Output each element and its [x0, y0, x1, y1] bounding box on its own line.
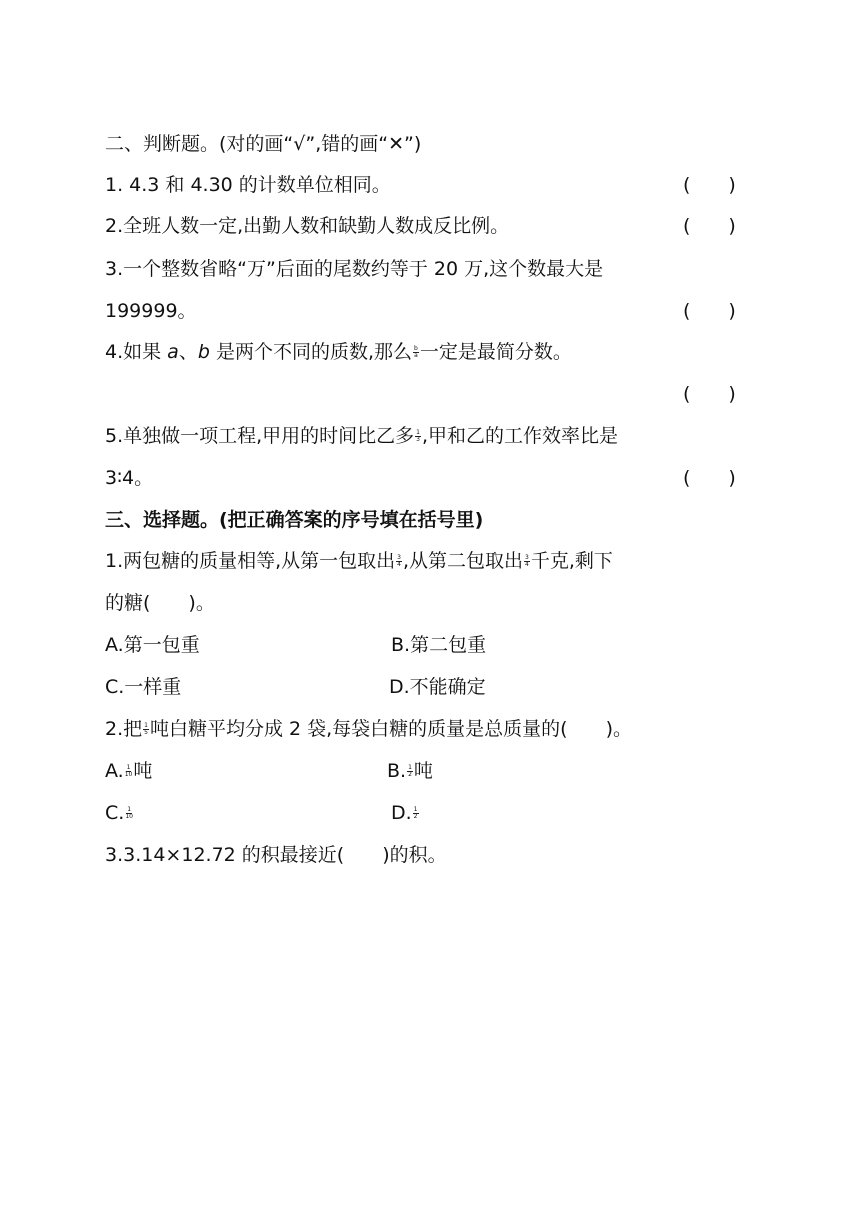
option-label: D. — [391, 802, 412, 824]
frac-num: b — [414, 345, 418, 352]
s3-q2-option-a[interactable] — [105, 758, 152, 784]
s3-q1-pre: 1.两包糖的质量相等,从第一包取出 — [105, 550, 396, 572]
fraction-one-fifth — [143, 723, 149, 736]
frac-den: a — [414, 352, 418, 359]
s2-question-5-line1 — [105, 423, 618, 449]
s2-q5-answer-parens[interactable]: ( ) — [683, 467, 736, 489]
frac-den: 10 — [124, 771, 133, 778]
s2-q4-sep: 、 — [178, 341, 198, 363]
s3-q1-post: 千克,剩下 — [530, 550, 613, 572]
s3-question-1-line1 — [105, 548, 613, 574]
frac-num: 1 — [127, 806, 132, 813]
frac-num: 1 — [126, 764, 131, 771]
option-label: A. — [105, 760, 124, 782]
fraction-one-tenth — [125, 807, 133, 820]
fraction-one-half — [413, 807, 419, 820]
frac-num: 3 — [397, 554, 401, 561]
s2-q3-answer-parens[interactable]: ( ) — [683, 300, 736, 322]
s3-question-3: 3.3.14×12.72 的积最接近( )的积。 — [105, 844, 447, 866]
s2-q4-answer-parens[interactable]: ( ) — [683, 383, 736, 405]
s3-q2-option-b[interactable] — [387, 758, 433, 784]
option-label: C. — [105, 802, 125, 824]
frac-den: 5 — [144, 729, 148, 736]
frac-den: 2 — [408, 771, 412, 778]
s2-q4-mid: 是两个不同的质数,那么 — [209, 341, 412, 363]
s3-q2-option-d[interactable] — [391, 800, 420, 826]
s3-q1-option-d[interactable]: D.不能确定 — [389, 676, 486, 698]
s2-q4-post: 一定是最简分数。 — [419, 341, 572, 363]
frac-den: 4 — [525, 561, 529, 568]
s3-q1-option-a[interactable]: A.第一包重 — [105, 634, 200, 656]
fraction-three-quarters-kg — [524, 555, 530, 568]
s2-q5-pre: 5.单独做一项工程,甲用的时间比乙多 — [105, 425, 415, 447]
s2-question-5-line2: 3∶4。 — [105, 467, 154, 489]
s2-question-2: 2.全班人数一定,出勤人数和缺勤人数成反比例。 — [105, 215, 510, 237]
s3-q2-post: 吨白糖平均分成 2 袋,每袋白糖的质量是总质量的( )。 — [149, 718, 633, 740]
option-label: B. — [387, 760, 407, 782]
s3-q1-option-b[interactable]: B.第二包重 — [391, 634, 487, 656]
s2-q4-pre: 4.如果 — [105, 341, 168, 363]
fraction-one-tenth — [125, 765, 133, 778]
s3-q2-option-c[interactable] — [105, 800, 134, 826]
var-b: b — [197, 341, 210, 363]
fraction-three-quarters — [396, 555, 402, 568]
s3-question-2 — [105, 716, 632, 742]
fraction-b-over-a — [413, 346, 419, 359]
frac-num: 1 — [408, 764, 412, 771]
frac-den: 2 — [413, 813, 418, 820]
s3-q1-mid: ,从第二包取出 — [403, 550, 524, 572]
var-a: a — [167, 341, 179, 363]
fraction-one-third — [415, 430, 421, 443]
frac-num: 1 — [416, 429, 420, 436]
frac-num: 1 — [413, 806, 418, 813]
frac-num: 1 — [144, 722, 148, 729]
s2-question-1: 1. 4.3 和 4.30 的计数单位相同。 — [105, 174, 391, 196]
frac-den: 10 — [125, 813, 133, 820]
section2-title: 二、判断题。(对的画“√”,错的画“✕”) — [105, 133, 422, 155]
frac-den: 3 — [416, 436, 420, 443]
s2-question-3-line1: 3.一个整数省略“万”后面的尾数约等于 20 万,这个数最大是 — [105, 258, 604, 280]
option-unit: 吨 — [133, 760, 153, 782]
fraction-one-half — [407, 765, 413, 778]
s3-q2-pre: 2.把 — [105, 718, 143, 740]
s2-question-4 — [105, 339, 572, 365]
option-unit: 吨 — [413, 760, 433, 782]
s2-q2-answer-parens[interactable]: ( ) — [683, 215, 736, 237]
s2-question-3-line2: 199999。 — [105, 300, 197, 322]
frac-den: 4 — [397, 561, 401, 568]
s2-q1-answer-parens[interactable]: ( ) — [683, 174, 736, 196]
s3-question-1-line2: 的糖( )。 — [105, 592, 215, 614]
frac-num: 3 — [525, 554, 529, 561]
s2-q5-post: ,甲和乙的工作效率比是 — [422, 425, 619, 447]
s3-q1-option-c[interactable]: C.一样重 — [105, 676, 182, 698]
section3-title: 三、选择题。(把正确答案的序号填在括号里) — [105, 509, 484, 531]
